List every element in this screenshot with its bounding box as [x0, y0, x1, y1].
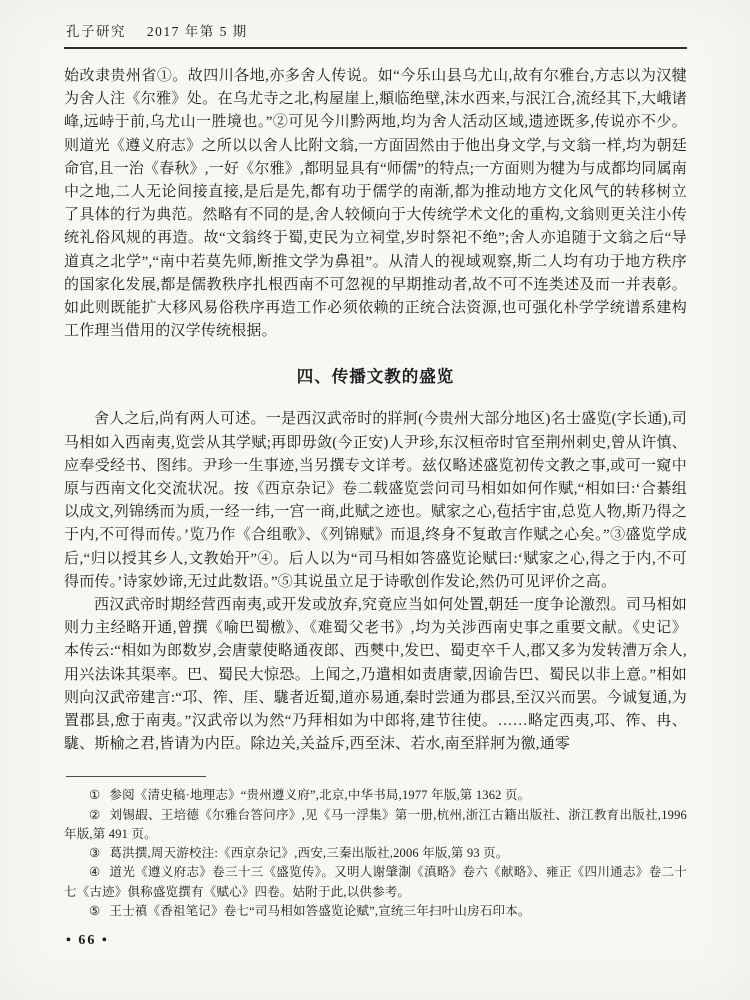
- header-rule: [64, 47, 687, 49]
- footnote-5: [64, 902, 687, 921]
- footnote-4-marker: ④: [89, 865, 101, 880]
- paragraph-continued: 始改隶贵州省①。故四川各地,亦多舍人传说。如“今乐山县乌尤山,故有尔雅台,方志以为汉犍为舍人注《尔雅》处。在乌尤寺之北,构屋崖上,頫临绝壁,沫水西来,与泯江合,流经其下,大峨诸峰,远峙于前,乌尤山一胜境也。”②可见今川黔两地,均为舍人活动区域,遗迹既多,传说亦不少。则道光《遵义府志》之所以以舍人比附文翁,一方面固然由于他出身文学,与文翁一样,均为朝廷命官,且一治《春秋》,一好《尔雅》,都明显具有“师儒”的特点;一方面则为犍为与成都均同属南中之地,二人无论间接直接,是后是先,都有功于儒学的南渐,都为推动地方文化风气的转移树立了具体的行为典范。然略有不同的是,舍人较倾向于大传统学术文化的重构,文翁则更关注小传统礼俗风规的再造。故“文翁终于蜀,吏民为立祠堂,岁时祭祀不绝”;舍人亦追随于文翁之后“导道真之北学”,“南中若莫先师,断推文学为鼻祖”。从清人的视域观察,斯二人均有功于地方秩序的国家化发展,都是儒教秩序扎根西南不可忽视的早期推动者,故不可不连类述及而一并表彰。如此则既能扩大移风易俗秩序再造工作必须依赖的正统合法资源,也可强化朴学学统谱系建构工作理当借用的汉学传统根据。: [64, 68, 687, 340]
- footnote-1: [64, 786, 687, 805]
- footnote-5-text: 王士禛《香祖笔记》卷七“司马相如答盛览论赋”,宣统三年扫叶山房石印本。: [109, 903, 531, 918]
- footnote-3-marker: ③: [89, 846, 101, 861]
- footnote-4: [64, 863, 687, 901]
- footnote-1-text: 参阅《清史稿·地理志》“贵州遵义府”,北京,中华书局,1977 年版,第 1362 页。: [109, 788, 531, 803]
- section-heading: 四、传播文教的盛览: [296, 367, 455, 387]
- article-body: [64, 65, 687, 756]
- page-footer: [64, 776, 687, 948]
- footnote-1-marker: ①: [89, 788, 101, 803]
- page-number: • 66 •: [66, 932, 109, 948]
- footnotes-block: [64, 786, 687, 920]
- footnote-2-text: 刘锡嘏、王培德《尔雅台答问序》,见《马一浮集》第一册,杭州,浙江古籍出版社、浙江教育出版社,1996 年版,第 491 页。: [64, 807, 688, 841]
- footnote-separator: [66, 776, 206, 777]
- page-header: [64, 16, 687, 49]
- paragraph-shengslan-intro: 舍人之后,尚有两人可述。一是西汉武帝时的牂牁(今贵州大部分地区)名士盛览(字长通),司马相如入西南夷,览尝从其学赋;再即毋敛(今正安)人尹珍,东汉桓帝时官至荆州刺史,曾从许慎、应奉受经书、图纬。尹珍一生事迹,当另撰专文详考。兹仅略述盛览初传文教之事,或可一窥中原与西南文化交流状况。按《西京杂记》卷二载盛览尝问司马相如如何作赋,“相如曰:‘合綦组以成文,列锦绣而为质,一经一纬,一宫一商,此赋之迹也。赋家之心,苞括宇宙,总览人物,斯乃得之于内,不可得而传。’览乃作《合组歌》、《列锦赋》而退,终身不复敢言作赋之心矣。”③盛览学成后,“归以授其乡人,文教始开”④。后人以为“司马相如答盛览论赋曰:‘赋家之心,得之于内,不可得而传。’诗家妙谛,无过此数语。”⑤其说虽立足于诗歌创作发论,然仍可见评价之高。: [64, 411, 687, 590]
- footnote-3: [64, 844, 687, 863]
- issue-info: 2017 年第 5 期: [146, 24, 248, 39]
- paragraph-han-wudi: 西汉武帝时期经营西南夷,或开发或放弃,究竟应当如何处置,朝廷一度争论激烈。司马相如则力主经略开通,曾撰《喻巴蜀檄》、《难蜀父老书》,均为关涉西南史事之重要文献。《史记》本传云:“相如为郎数岁,会唐蒙使略通夜郎、西僰中,发巴、蜀吏卒千人,郡又多为发转漕万余人,用兴法诛其渠率。巴、蜀民大惊恐。上闻之,乃遣相如责唐蒙,因谕告巴、蜀民以非上意。”相如则向汉武帝建言:“邛、筰、厓、駹者近蜀,道亦易通,秦时尝通为郡县,至汉兴而罢。今诚复通,为置郡县,愈于南夷。”汉武帝以为然“乃拜相如为中郎将,建节往使。……略定西夷,邛、筰、冉、駹、斯榆之君,皆请为内臣。除边关,关益斥,西至沫、若水,南至牂牁为徼,通零: [64, 597, 687, 753]
- footnote-2: [64, 806, 687, 844]
- footnote-3-text: 葛洪撰,周天游校注:《西京杂记》,西安,三秦出版社,2006 年版,第 93 页。: [109, 846, 509, 861]
- footnote-2-marker: ②: [89, 807, 101, 822]
- footnote-5-marker: ⑤: [89, 903, 101, 918]
- running-head: [64, 16, 687, 47]
- footnote-4-text: 道光《遵义府志》卷三十三《盛览传》。又明人谢肇淛《滇略》卷六《献略》、雍正《四川通志》卷二十七《古迹》俱称盛览撰有《赋心》四卷。姑附于此,以供参考。: [64, 865, 688, 899]
- journal-title: 孔子研究: [66, 24, 126, 39]
